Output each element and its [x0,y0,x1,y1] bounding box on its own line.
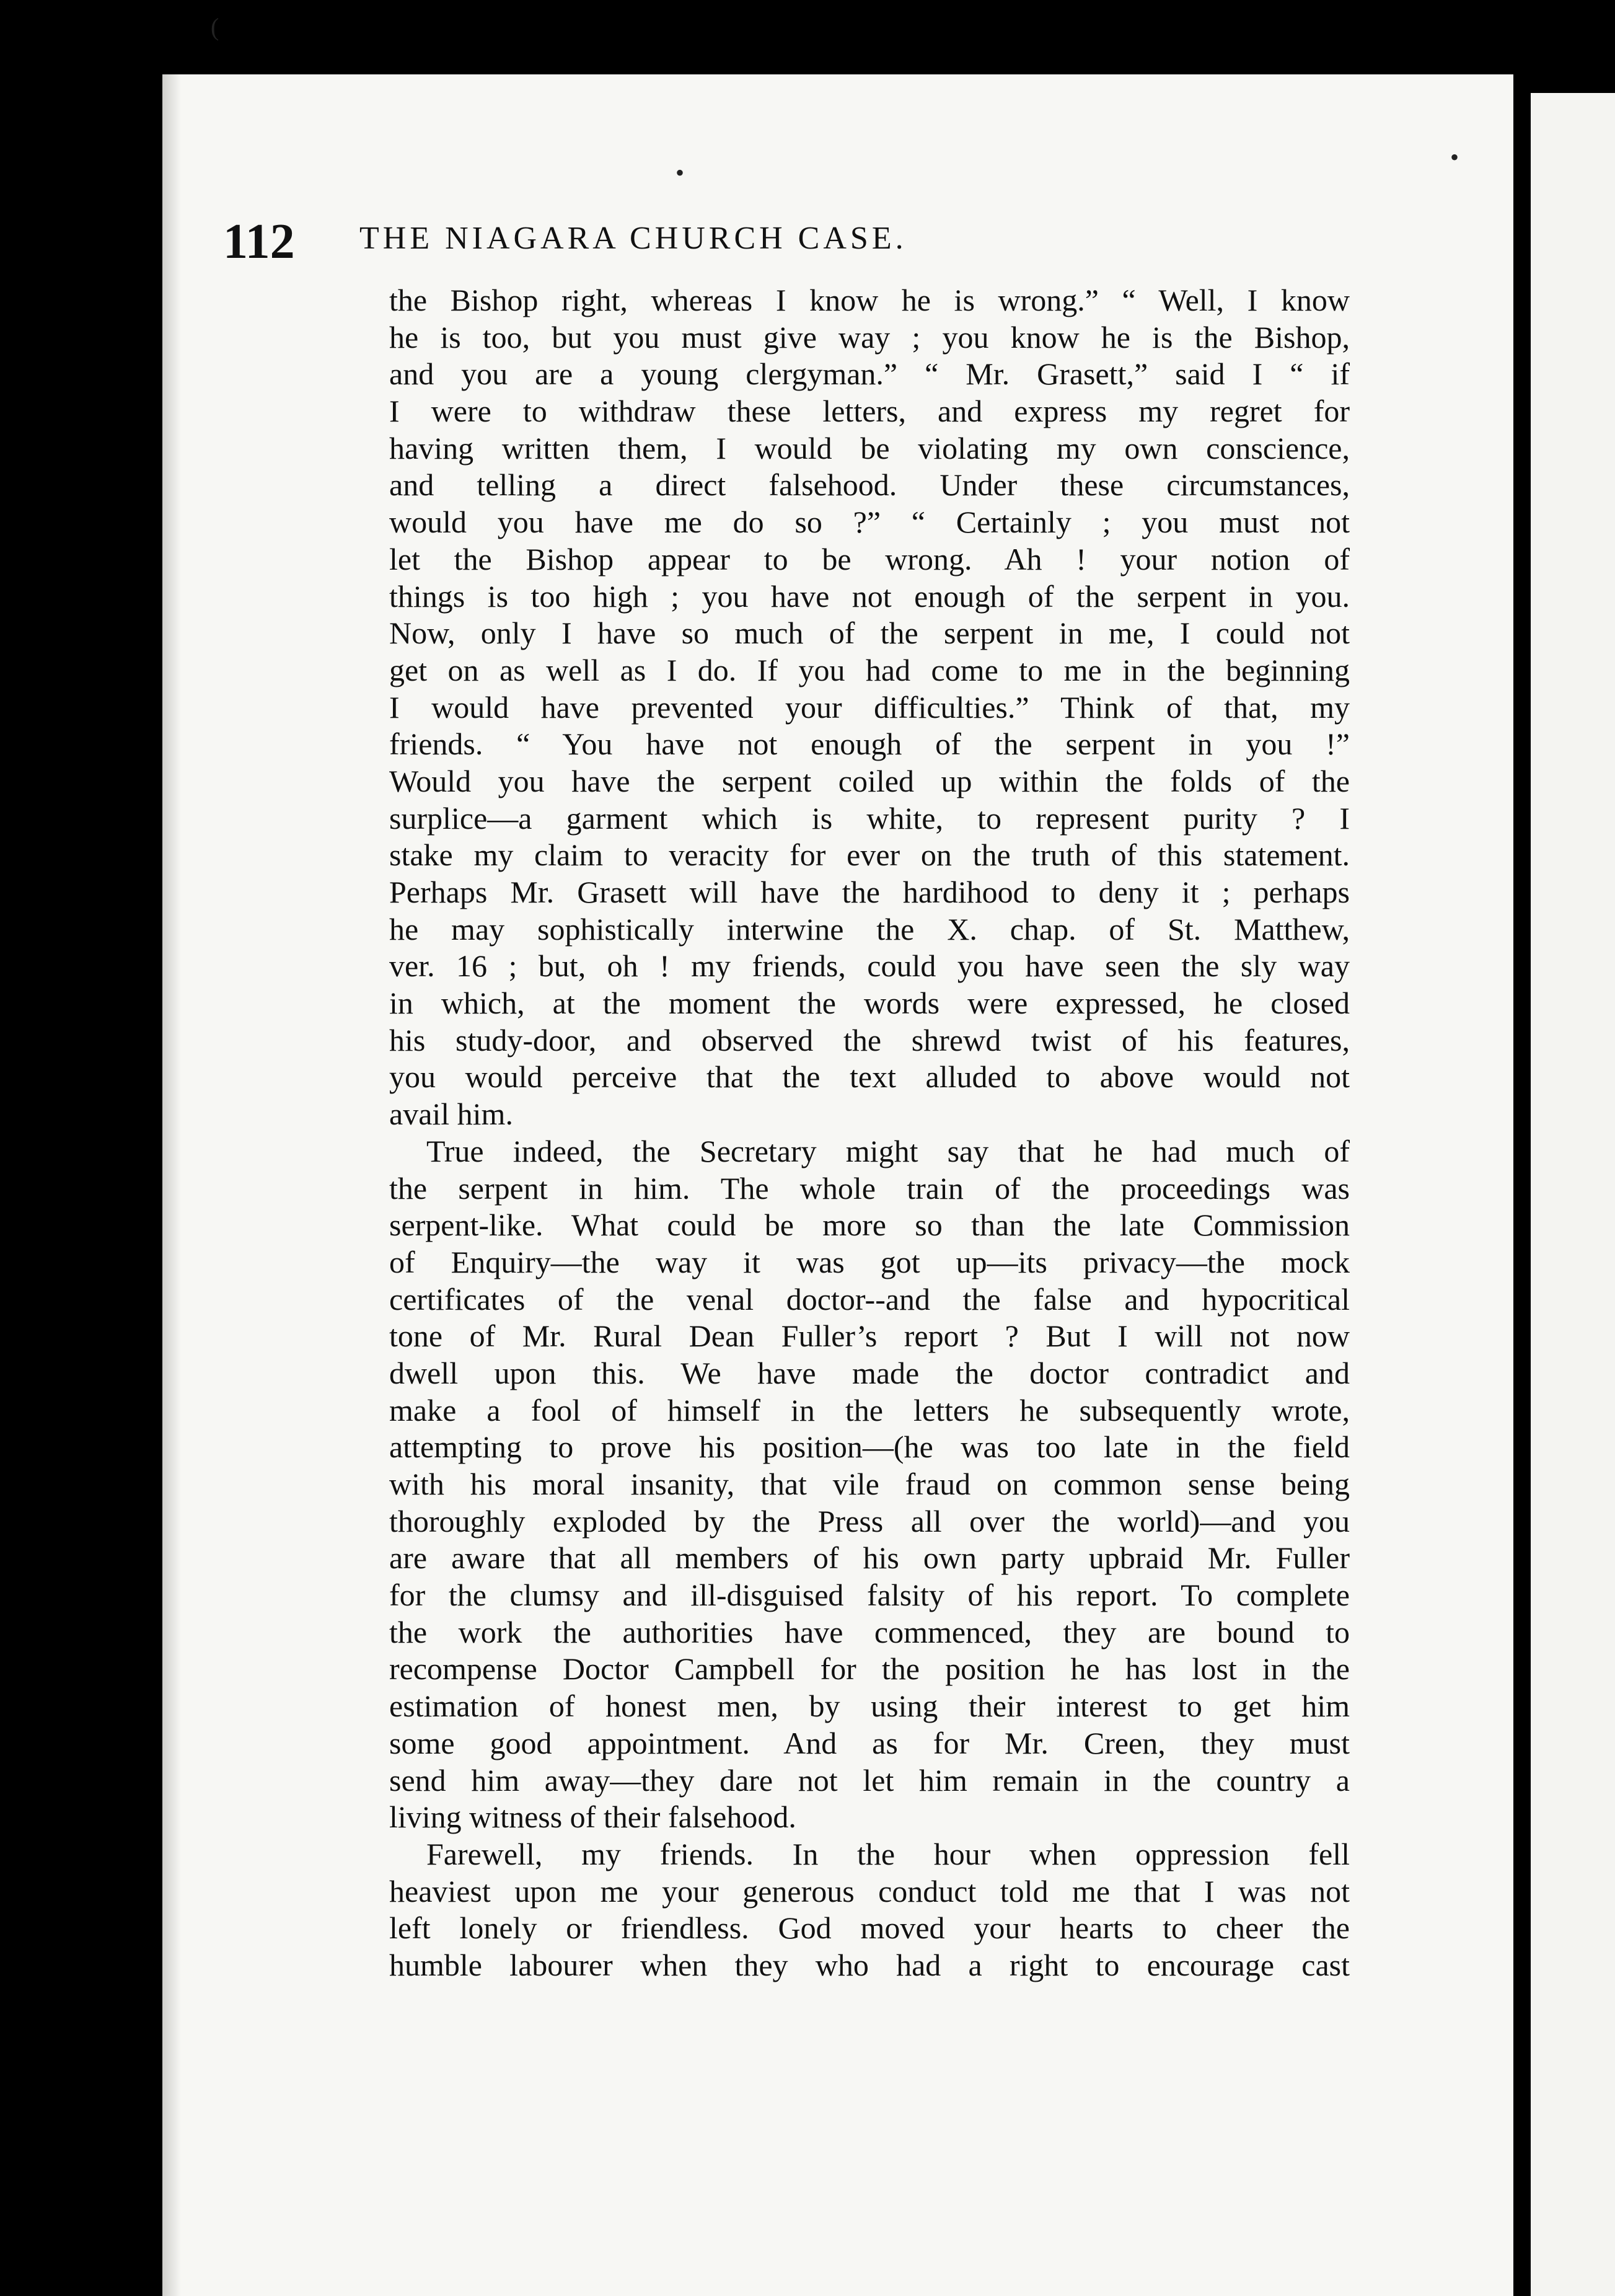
text-line: with his moral insanity, that vile fraud on common sense being [389,1467,1350,1501]
text-line: surplice—a garment which is white, to represent purity ? I [389,800,1350,836]
text-line: he is too, but you must give way ; you know he is the Bishop, [389,319,1350,355]
text-line: the work the authorities have commenced, they are bound to [389,1614,1350,1649]
text-line: humble labourer when they who had a right to encourage cast [389,1947,1350,1982]
text-line: things is too high ; you have not enough of the serpent in you. [389,578,1350,614]
text-line: in which, at the moment the words were expressed, he closed [389,986,1350,1021]
text-line: certificates of the venal doctor--and the false and hypocritical [389,1281,1350,1317]
text-line: his study-door, and observed the shrewd twist of his features, [389,1022,1350,1057]
running-title: THE NIAGARA CHURCH CASE. [359,221,907,256]
text-line: I were to withdraw these letters, and express my regret for [389,394,1350,429]
text-line: the serpent in him. The whole train of the proceedings was [389,1170,1350,1206]
text-line: Perhaps Mr. Grasett will have the hardihood to deny it ; perhaps [389,875,1350,909]
body-text [389,282,1350,1984]
text-line: Would you have the serpent coiled up within the folds of the [389,763,1350,798]
text-line: would you have me do so ?” “ Certainly ; you must not [389,505,1350,540]
print-dot: • [675,159,685,187]
text-line: for the clumsy and ill-disguised falsity of his report. To complete [389,1578,1350,1613]
text-line: he may sophistically interwine the X. chap. of St. Matthew, [389,911,1350,947]
text-line: let the Bishop appear to be wrong. Ah ! your notion of [389,541,1350,576]
scan-mark: ( [211,13,219,41]
paragraph [389,1133,1350,1836]
text-line: ver. 16 ; but, oh ! my friends, could you have seen the sly way [389,948,1350,984]
paragraph [389,1836,1350,1984]
paragraph [389,282,1350,1133]
text-line: living witness of their falsehood. [389,1799,796,1835]
text-line: get on as well as I do. If you had come to me in the beginning [389,652,1350,687]
text-line: heaviest upon me your generous conduct told me that I was not [389,1873,1350,1909]
text-line: thoroughly exploded by the Press all over the world)—and you [389,1503,1350,1539]
text-line: dwell upon this. We have made the doctor contradict and [389,1355,1350,1390]
text-line: friends. “ You have not enough of the serpent in you !” [389,726,1350,762]
text-line: the Bishop right, whereas I know he is wrong.” “ Well, I know [389,283,1350,317]
text-line: of Enquiry—the way it was got up—its privacy—the mock [389,1244,1350,1279]
text-line: left lonely or friendless. God moved your hearts to cheer the [389,1910,1350,1946]
text-line: some good appointment. And as for Mr. Creen, they must [389,1725,1350,1760]
text-line: and you are a young clergyman.” “ Mr. Grasett,” said I “ if [389,356,1350,392]
text-line: recompense Doctor Campbell for the position he has lost in the [389,1651,1350,1687]
text-line: having written them, I would be violating my own conscience, [389,430,1350,466]
facing-page-edge [1531,93,1615,2296]
text-line: send him away—they dare not let him remain in the country a [389,1762,1350,1798]
text-line: make a fool of himself in the letters he subsequently wrote, [389,1392,1350,1428]
text-line: are aware that all members of his own party upbraid Mr. Fuller [389,1540,1350,1576]
text-line: serpent-like. What could be more so than the late Commission [389,1208,1350,1243]
text-line: you would perceive that the text alluded to above would not [389,1059,1350,1095]
page-gutter-shadow [162,74,181,2296]
text-line: stake my claim to veracity for ever on the truth of this statement. [389,837,1350,873]
text-line: True indeed, the Secretary might say that he had much of [426,1133,1350,1168]
running-head [223,214,1351,269]
text-line: Farewell, my friends. In the hour when oppression fell [426,1836,1350,1871]
text-line: attempting to prove his position—(he was too late in the field [389,1429,1350,1465]
text-line: and telling a direct falsehood. Under these circumstances, [389,467,1350,503]
page-number: 112 [223,214,295,269]
text-line: estimation of honest men, by using their interest to get him [389,1689,1350,1724]
text-line: tone of Mr. Rural Dean Fuller’s report ? But I will not now [389,1318,1350,1354]
print-dot: • [1450,143,1459,171]
text-line: avail him. [389,1097,513,1132]
text-line: Now, only I have so much of the serpent in me, I could not [389,616,1350,651]
text-line: I would have prevented your difficulties.” Think of that, my [389,689,1350,725]
